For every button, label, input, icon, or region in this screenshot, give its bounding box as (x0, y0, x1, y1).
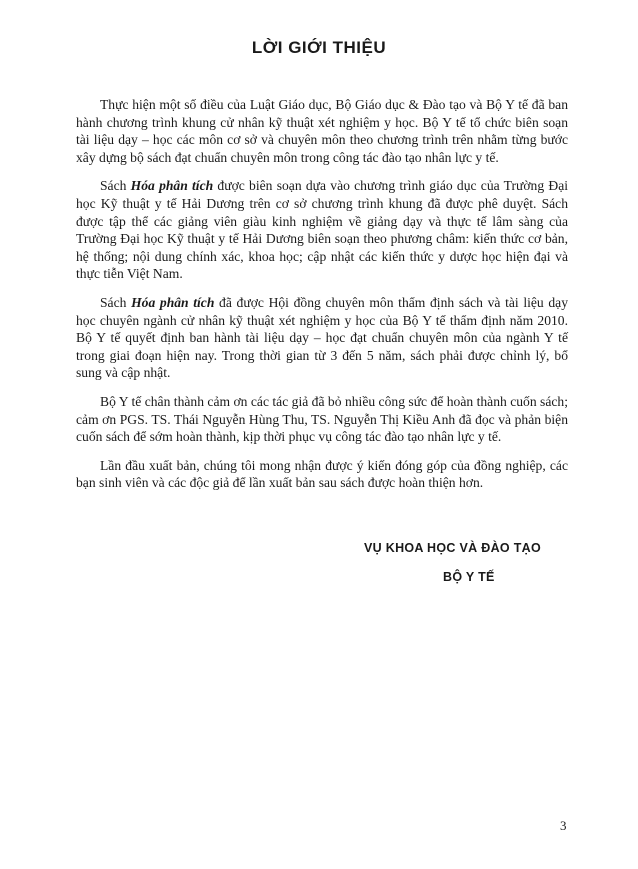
paragraph-text: Bộ Y tế chân thành cảm ơn các tác giả đã bỏ nhiều công sức để hoàn thành cuốn sách; cảm ơn PGS. TS. Thái Nguyễn Hùng Thu, TS. Nguyễn Thị Kiều Anh đã đọc và phản biện cuốn sách để sớm hoàn thành, kịp thời phục vụ công tác đào tạo nhân lực y tế. (76, 393, 568, 445)
page-number: 3 (560, 818, 567, 833)
paragraph-text: đã được Hội đồng chuyên môn thẩm định sách và tài liệu dạy học chuyên ngành cử nhân kỹ thuật xét nghiệm y học của Bộ Y tế thẩm định năm 2010. Bộ Y tế quyết định ban hành tài liệu dạy – học đạt chuẩn chuyên môn của ngành Y tế trong giai đoạn hiện nay. Trong thời gian từ 3 đến 5 năm, sách phải được chỉnh lý, bổ sung và cập nhật. (76, 294, 568, 381)
signature-department: VỤ KHOA HỌC VÀ ĐÀO TẠO (364, 541, 541, 555)
paragraph (76, 294, 568, 382)
signature-ministry: BỘ Y TẾ (443, 570, 495, 584)
paragraph-text: Lần đầu xuất bản, chúng tôi mong nhận được ý kiến đóng góp của đồng nghiệp, các bạn sinh viên và các độc giả để lần xuất bản sau sách được hoàn thiện hơn. (76, 457, 568, 491)
paragraph (76, 393, 568, 446)
paragraph (76, 96, 568, 166)
book-title-emphasis: Hóa phân tích (131, 294, 215, 310)
paragraph-text: Sách (100, 294, 132, 310)
paragraph (76, 177, 568, 283)
introduction-body (76, 96, 568, 503)
paragraph-text: Sách (100, 178, 131, 194)
paragraph-text: Thực hiện một số điều của Luật Giáo dục, Bộ Giáo dục & Đào tạo và Bộ Y tế đã ban hành chương trình khung cử nhân kỹ thuật xét nghiệm y học. Bộ Y tế tổ chức biên soạn tài liệu dạy – học các môn cơ sở và chuyên môn theo chương trình trên nhằm từng bước xây dựng bộ sách đạt chuẩn chuyên môn trong công tác đào tạo nhân lực y tế. (76, 97, 568, 165)
paragraph (76, 457, 568, 492)
book-title-emphasis: Hóa phân tích (130, 178, 214, 194)
page-title: LỜI GIỚI THIỆU (251, 38, 387, 57)
paragraph-text: được biên soạn dựa vào chương trình giáo dục của Trường Đại học Kỹ thuật y tế Hải Dương trên cơ sở chương trình khung đã được phê duyệt. Sách được tập thể các giảng viên giàu kinh nghiệm về giảng dạy và thực tế lâm sàng của Trường Đại học Kỹ thuật y tế Hải Dương biên soạn theo phương châm: kiến thức cơ bản, hệ thống; nội dung chính xác, khoa học; cập nhật các kiến thức y dược học hiện đại và thực tiễn Việt Nam. (76, 178, 569, 282)
